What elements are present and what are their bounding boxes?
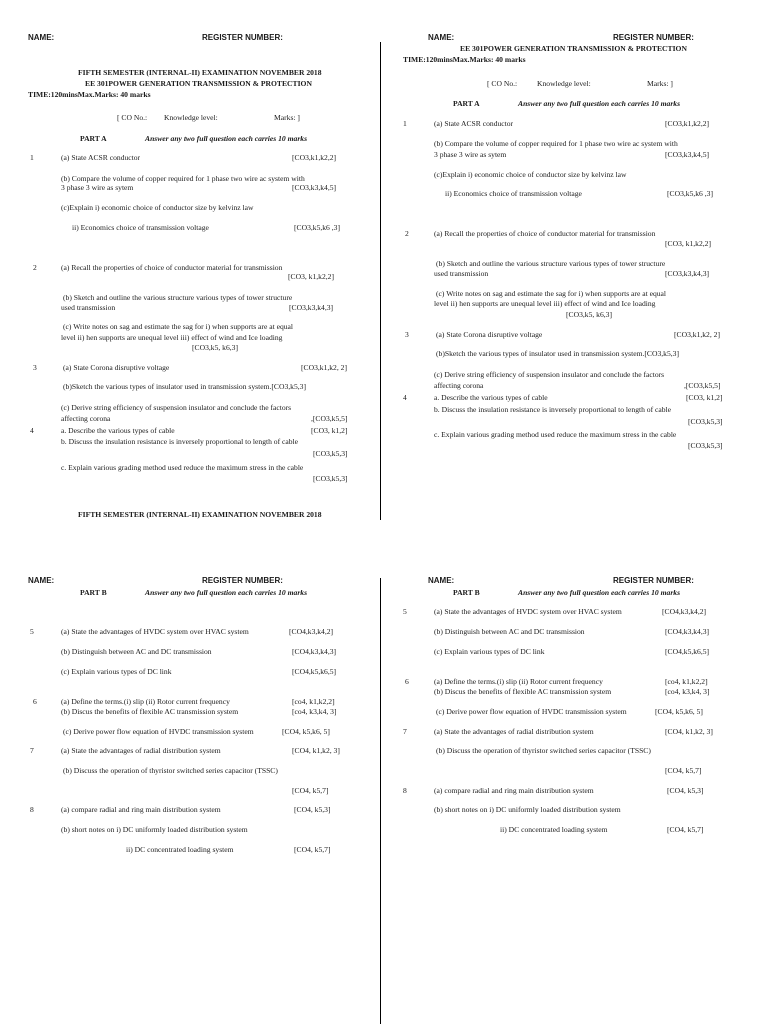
question-number: 3 xyxy=(405,330,409,339)
co-code: [CO4, k1,k2, 3] xyxy=(292,746,340,755)
question-number: 6 xyxy=(405,677,409,686)
co-code: [CO3,k3,k4,3] xyxy=(289,303,334,312)
name-label: NAME: xyxy=(428,576,455,585)
question-text: (a) Recall the properties of choice of conductor material for transmission xyxy=(61,263,283,272)
question-text: ii) Economics choice of transmission voltage xyxy=(445,189,582,198)
co-code: [CO3, k1,k2,2] xyxy=(665,239,711,248)
co-code: [CO3,k3,k4,5] xyxy=(292,183,337,192)
part-a-heading: PART A xyxy=(453,99,480,108)
question-number: 7 xyxy=(403,727,407,736)
co-code: [CO3,k5,3] xyxy=(313,449,348,458)
knowledge-level-label: Knowledge level: xyxy=(164,113,218,122)
question-text: 3 phase 3 wire as sytem xyxy=(61,183,134,192)
question-text: (c)Explain i) economic choice of conductor size by kelvinz law xyxy=(61,203,254,212)
co-code: [co4, k1,k2,2] xyxy=(292,697,335,706)
question-text: (a) State the advantages of HVDC system over HVAC system xyxy=(434,607,622,616)
question-number: 4 xyxy=(403,393,407,402)
part-a-instruction: Answer any two full question each carries 10 marks xyxy=(518,99,681,108)
question-text: (a) State ACSR conductor xyxy=(61,153,141,162)
marks-label: Marks: ] xyxy=(647,79,673,88)
question-text: (a) State Corona disruptive voltage xyxy=(436,330,543,339)
question-text: (b) Discus the benefits of flexible AC transmission system xyxy=(61,707,239,716)
co-code: [CO4, k5,7] xyxy=(667,825,704,834)
question-text: (a) State ACSR conductor xyxy=(434,119,514,128)
question-number: 5 xyxy=(30,627,34,636)
co-code: ,[CO3,k5,5] xyxy=(684,381,721,390)
co-code: [co4, k3,k4, 3] xyxy=(292,707,337,716)
name-label: NAME: xyxy=(28,33,55,42)
question-text: (a) Define the terms.(i) slip (ii) Rotor current frequency xyxy=(434,677,603,686)
course-title: EE 301POWER GENERATION TRANSMISSION & PROTECTION xyxy=(85,79,312,88)
question-text: ii) Economics choice of transmission voltage xyxy=(72,223,209,232)
co-no-label: [ CO No.: xyxy=(487,79,518,88)
co-code: [CO3,k1,k2, 2] xyxy=(674,330,720,339)
question-number: 5 xyxy=(403,607,407,616)
question-text: (b) short notes on i) DC uniformly loaded distribution system xyxy=(434,805,621,814)
question-text: (a) compare radial and ring main distribution system xyxy=(434,786,594,795)
co-no-label: [ CO No.: xyxy=(117,113,148,122)
column-divider-top xyxy=(380,42,381,520)
question-text: (c) Derive power flow equation of HVDC transmission system xyxy=(63,727,254,736)
knowledge-level-label: Knowledge level: xyxy=(537,79,591,88)
question-text: (b) Discus the benefits of flexible AC transmission system xyxy=(434,687,612,696)
co-code: [CO4,k3,k4,2] xyxy=(662,607,707,616)
question-number: 8 xyxy=(403,786,407,795)
name-label: NAME: xyxy=(28,576,55,585)
question-text: level ii) hen supports are unequal level iii) effect of wind and Ice loading xyxy=(434,299,656,308)
question-text: (b) Sketch and outline the various structure various types of tower structure xyxy=(63,293,293,302)
question-text: (c) Explain various types of DC link xyxy=(61,667,172,676)
co-code: [CO4, k5,7] xyxy=(665,766,702,775)
question-text: ii) DC concentrated loading system xyxy=(126,845,234,854)
co-code: [CO4, k5,7] xyxy=(294,845,331,854)
co-code: [CO3, k1,2] xyxy=(311,426,348,435)
question-text: (a) State Corona disruptive voltage xyxy=(63,363,170,372)
co-code: [CO3,k1,k2,2] xyxy=(665,119,710,128)
co-code: [CO3, k1,k2,2] xyxy=(288,272,334,281)
part-b-instruction: Answer any two full question each carries 10 marks xyxy=(518,588,681,597)
time-marks: TIME:120minsMax.Marks: 40 marks xyxy=(403,55,526,64)
register-number-label: REGISTER NUMBER: xyxy=(202,576,283,585)
register-number-label: REGISTER NUMBER: xyxy=(613,576,694,585)
question-text: ii) DC concentrated loading system xyxy=(500,825,608,834)
question-number: 1 xyxy=(403,119,407,128)
question-text: (a) Define the terms.(i) slip (ii) Rotor current frequency xyxy=(61,697,230,706)
question-text: b. Discuss the insulation resistance is inversely proportional to length of cable xyxy=(434,405,672,414)
course-title: EE 301POWER GENERATION TRANSMISSION & PROTECTION xyxy=(460,44,687,53)
co-code: [co4, k1,k2,2] xyxy=(665,677,708,686)
question-text: (c) Write notes on sag and estimate the sag for i) when supports are at equal xyxy=(436,289,667,298)
part-a-instruction: Answer any two full question each carries 10 marks xyxy=(145,134,308,143)
co-code: [CO3,k1,k2,2] xyxy=(292,153,337,162)
question-text: (a) State the advantages of HVDC system over HVAC system xyxy=(61,627,249,636)
co-code: [CO4, k5,3] xyxy=(667,786,704,795)
co-code: [CO4, k5,k6, 5] xyxy=(655,707,703,716)
co-code: [CO4,k5,k6,5] xyxy=(292,667,337,676)
question-number: 2 xyxy=(33,263,37,272)
co-code: [CO3, k1,2] xyxy=(686,393,723,402)
co-code: [CO4, k5,k6, 5] xyxy=(282,727,330,736)
question-text: c. Explain various grading method used reduce the maximum stress in the cable xyxy=(61,463,304,472)
register-number-label: REGISTER NUMBER: xyxy=(613,33,694,42)
question-text: used transmission xyxy=(434,269,489,278)
co-code: [CO4,k3,k4,2] xyxy=(289,627,334,636)
question-text: (b) short notes on i) DC uniformly loaded distribution system xyxy=(61,825,248,834)
question-text: used transmission xyxy=(61,303,116,312)
question-text: (a) State the advantages of radial distribution system xyxy=(434,727,594,736)
question-number: 6 xyxy=(33,697,37,706)
question-text: (b) Compare the volume of copper required for 1 phase two wire ac system with xyxy=(61,174,305,183)
question-text: (b) Distinguish between AC and DC transmission xyxy=(61,647,212,656)
question-text: (b)Sketch the various types of insulator used in transmission system.[CO3,k5,3] xyxy=(63,382,306,391)
co-code: [CO3,k3,k4,3] xyxy=(665,269,710,278)
question-text: a. Describe the various types of cable xyxy=(434,393,548,402)
time-marks: TIME:120minsMax.Marks: 40 marks xyxy=(28,90,151,99)
part-b-heading: PART B xyxy=(453,588,480,597)
question-text: (b) Sketch and outline the various structure various types of tower structure xyxy=(436,259,666,268)
register-number-label: REGISTER NUMBER: xyxy=(202,33,283,42)
question-text: (b) Distinguish between AC and DC transmission xyxy=(434,627,585,636)
part-b-heading: PART B xyxy=(80,588,107,597)
question-text: (c) Derive power flow equation of HVDC transmission system xyxy=(436,707,627,716)
question-text: (b) Discuss the operation of thyristor switched series capacitor (TSSC) xyxy=(436,746,651,755)
co-code: [CO4, k5,7] xyxy=(292,786,329,795)
exam-title-footer: FIFTH SEMESTER (INTERNAL-II) EXAMINATION NOVEMBER 2018 xyxy=(78,510,322,519)
exam-title: FIFTH SEMESTER (INTERNAL-II) EXAMINATION NOVEMBER 2018 xyxy=(78,68,322,77)
question-text: affecting corona xyxy=(434,381,484,390)
question-text: (c) Derive string efficiency of suspension insulator and conclude the factors xyxy=(434,370,665,379)
question-text: level ii) hen supports are unequal level iii) effect of wind and Ice loading xyxy=(61,333,283,342)
question-text: (c)Explain i) economic choice of conductor size by kelvinz law xyxy=(434,170,627,179)
co-code: [CO4,k3,k4,3] xyxy=(292,647,337,656)
name-label: NAME: xyxy=(428,33,455,42)
question-text: (a) compare radial and ring main distribution system xyxy=(61,805,221,814)
question-text: a. Describe the various types of cable xyxy=(61,426,175,435)
question-number: 8 xyxy=(30,805,34,814)
co-code: [CO3,k5,3] xyxy=(313,474,348,483)
co-code: ,[CO3,k5,5] xyxy=(311,414,348,423)
question-text: c. Explain various grading method used reduce the maximum stress in the cable xyxy=(434,430,677,439)
part-a-heading: PART A xyxy=(80,134,107,143)
question-text: (c) Derive string efficiency of suspension insulator and conclude the factors xyxy=(61,403,292,412)
co-code: [CO3,k5,k6 ,3] xyxy=(667,189,713,198)
question-text: (c) Write notes on sag and estimate the sag for i) when supports are at equal xyxy=(63,322,294,331)
co-code: [CO3,k5, k6,3] xyxy=(566,310,612,319)
question-text: (a) Recall the properties of choice of conductor material for transmission xyxy=(434,229,656,238)
co-code: [CO4,k5,k6,5] xyxy=(665,647,710,656)
column-divider-bottom xyxy=(380,578,381,1024)
co-code: [CO4,k3,k4,3] xyxy=(665,627,710,636)
question-text: (c) Explain various types of DC link xyxy=(434,647,545,656)
co-code: [CO3,k5,k6 ,3] xyxy=(294,223,340,232)
question-number: 3 xyxy=(33,363,37,372)
question-number: 1 xyxy=(30,153,34,162)
question-text: (a) State the advantages of radial distribution system xyxy=(61,746,221,755)
question-text: 3 phase 3 wire as sytem xyxy=(434,150,507,159)
question-number: 4 xyxy=(30,426,34,435)
question-text: (b)Sketch the various types of insulator used in transmission system.[CO3,k5,3] xyxy=(436,349,679,358)
co-code: [CO3,k5, k6,3] xyxy=(192,343,238,352)
co-code: [co4, k3,k4, 3] xyxy=(665,687,710,696)
question-text: (b) Compare the volume of copper required for 1 phase two wire ac system with xyxy=(434,139,678,148)
part-b-instruction: Answer any two full question each carries 10 marks xyxy=(145,588,308,597)
co-code: [CO4, k5,3] xyxy=(294,805,331,814)
question-number: 7 xyxy=(30,746,34,755)
co-code: [CO3,k1,k2, 2] xyxy=(301,363,347,372)
co-code: [CO4, k1,k2, 3] xyxy=(665,727,713,736)
co-code: [CO3,k5,3] xyxy=(688,417,723,426)
question-text: affecting corona xyxy=(61,414,111,423)
question-text: (b) Discuss the operation of thyristor switched series capacitor (TSSC) xyxy=(63,766,278,775)
co-code: [CO3,k3,k4,5] xyxy=(665,150,710,159)
co-code: [CO3,k5,3] xyxy=(688,441,723,450)
question-text: b. Discuss the insulation resistance is inversely proportional to length of cable xyxy=(61,437,299,446)
marks-label: Marks: ] xyxy=(274,113,300,122)
question-number: 2 xyxy=(405,229,409,238)
